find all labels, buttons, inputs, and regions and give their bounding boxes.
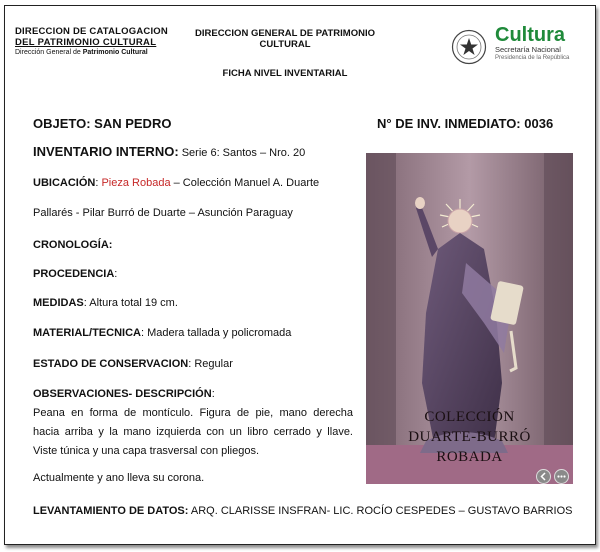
provenance-colon: : — [114, 268, 118, 280]
internal-inventory-value: Serie 6: Santos – Nro. 20 — [178, 147, 306, 159]
photo-more-button[interactable] — [554, 469, 569, 484]
logo-line3-b: Patrimonio Cultural — [82, 49, 148, 56]
observations-colon: : — [211, 388, 215, 400]
condition-value: : Regular — [188, 358, 233, 370]
provenance-label: PROCEDENCIA — [33, 268, 115, 280]
measures-label: MEDIDAS — [33, 297, 84, 309]
stamp-line2: DUARTE-BURRÓ — [408, 429, 531, 445]
object-title: OBJETO: SAN PEDRO — [33, 116, 172, 131]
chronology-label — [33, 239, 112, 251]
logo-line1-b: CATALOGACION — [89, 26, 168, 37]
observations-line — [33, 388, 215, 400]
catalogation-logo — [15, 26, 168, 56]
header-title: DIRECCION GENERAL DE PATRIMONIO CULTURAL — [195, 28, 375, 50]
measures-line — [33, 297, 178, 309]
internal-inventory — [33, 144, 305, 159]
national-seal-icon — [451, 29, 487, 65]
photo-prev-button[interactable] — [536, 469, 551, 484]
logo-line1-a: DIRECCION DE — [15, 26, 90, 37]
survey-line — [33, 505, 573, 517]
measures-value: : Altura total 19 cm. — [83, 297, 178, 309]
chronology-label-text: CRONOLOGÍA: — [33, 239, 113, 251]
material-line — [33, 327, 291, 339]
header-titles — [175, 28, 395, 79]
location-line-2: Pallarés - Pilar Burró de Duarte – Asunción Paraguay — [33, 207, 293, 219]
note-text: Actualmente y ano lleva su corona. — [33, 472, 205, 484]
logo-line2: DEL PATRIMONIO CULTURAL — [15, 37, 157, 48]
survey-label: LEVANTAMIENTO DE DATOS: — [33, 505, 189, 517]
inventory-number: N° DE INV. INMEDIATO: 0036 — [377, 116, 554, 131]
stamp-line3: ROBADA — [436, 449, 503, 465]
chevron-left-icon — [537, 470, 550, 483]
material-label: MATERIAL/TECNICA — [33, 327, 141, 339]
internal-inventory-label: INVENTARIO INTERNO: — [33, 144, 179, 159]
brand-line2: Presidencia de la República — [495, 55, 570, 61]
brand-name: Cultura — [495, 24, 565, 46]
more-dots-icon — [555, 470, 568, 483]
location-line — [33, 177, 319, 189]
observations-label: OBSERVACIONES- DESCRIPCIÓN — [33, 388, 212, 400]
statue-photo — [366, 153, 573, 484]
cultura-logo — [495, 25, 569, 62]
logo-line3-a: Dirección General de — [15, 49, 83, 56]
location-value: – Colección Manuel A. Duarte — [170, 177, 320, 189]
condition-line — [33, 358, 233, 370]
header-subtitle: FICHA NIVEL INVENTARIAL — [222, 68, 348, 79]
description-text: Peana en forma de montículo. Figura de pie, mano derecha hacia arriba y la mano izquierda con un libro cerrado y llave. Viste túnica y una capa trasversal con pliegos. — [33, 407, 353, 457]
condition-label: ESTADO DE CONSERVACION — [33, 358, 189, 370]
location-sep: : — [95, 177, 102, 189]
brand-line1: Secretaría Nacional — [495, 45, 561, 54]
location-status: Pieza Robada — [101, 177, 171, 189]
inventory-sheet — [4, 5, 596, 545]
survey-value: ARQ. CLARISSE INSFRAN- LIC. ROCÍO CESPEDES – GUSTAVO BARRIOS — [188, 505, 573, 517]
location-label: UBICACIÓN — [33, 177, 96, 189]
material-value: : Madera tallada y policromada — [140, 327, 292, 339]
provenance-line — [33, 268, 117, 280]
stamp-line1: COLECCIÓN — [424, 409, 515, 425]
